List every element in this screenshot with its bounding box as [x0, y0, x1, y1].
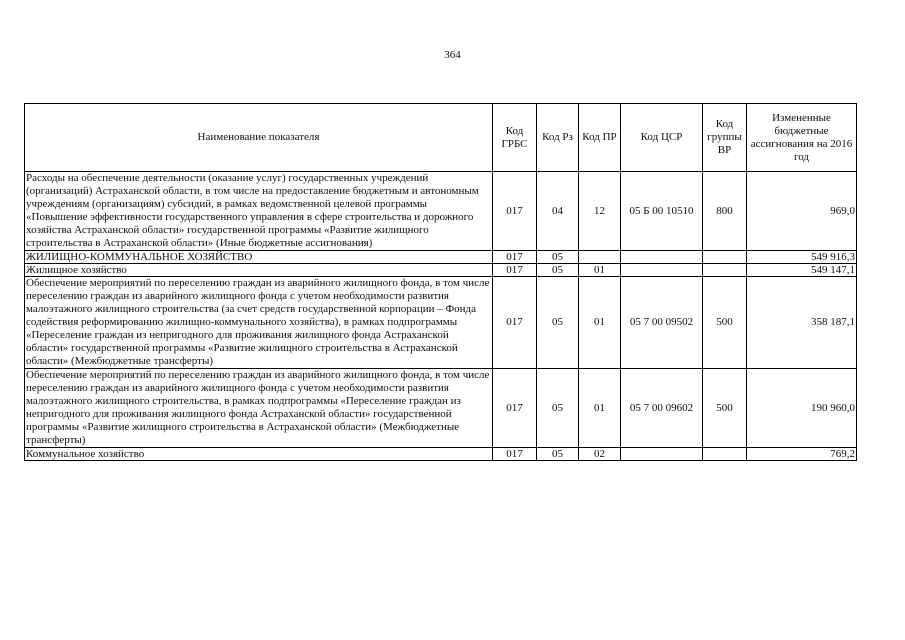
row-grbs: 017 — [493, 448, 537, 461]
row-vr: 500 — [703, 369, 747, 448]
row-grbs: 017 — [493, 251, 537, 264]
row-grbs: 017 — [493, 264, 537, 277]
row-name: Коммунальное хозяйство — [25, 448, 493, 461]
page-number: 364 — [444, 49, 461, 61]
table-row — [25, 172, 857, 251]
row-name: Жилищное хозяйство — [25, 264, 493, 277]
row-vr — [703, 448, 747, 461]
row-pr: 01 — [579, 369, 621, 448]
row-pr — [579, 251, 621, 264]
row-name: Обеспечение мероприятий по переселению граждан из аварийного жилищного фонда, в том числе переселению граждан из аварийного жилищного фонда с учетом необходимости развития малоэтажного жилищного строительства, в рамках подпрограммы «Переселение граждан из непригодного для проживания жилищного фонда Астраханской области» государственной программы «Развитие жилищного строительства в Астраханской области» (Межбюджетные трансферты) — [25, 369, 493, 448]
table-row — [25, 251, 857, 264]
row-grbs: 017 — [493, 172, 537, 251]
row-csr: 05 7 00 09502 — [621, 277, 703, 369]
budget-table — [24, 103, 857, 461]
row-pr: 01 — [579, 264, 621, 277]
header-rz: Код Рз — [537, 104, 579, 172]
header-csr: Код ЦСР — [621, 104, 703, 172]
row-pr: 12 — [579, 172, 621, 251]
header-name: Наименование показателя — [25, 104, 493, 172]
row-amount: 549 916,3 — [747, 251, 857, 264]
row-csr: 05 7 00 09602 — [621, 369, 703, 448]
row-csr: 05 Б 00 10510 — [621, 172, 703, 251]
row-vr: 800 — [703, 172, 747, 251]
row-rz: 05 — [537, 251, 579, 264]
row-grbs: 017 — [493, 369, 537, 448]
row-vr — [703, 264, 747, 277]
row-csr — [621, 251, 703, 264]
row-grbs: 017 — [493, 277, 537, 369]
row-amount: 190 960,0 — [747, 369, 857, 448]
table-header-row — [25, 104, 857, 172]
table-row — [25, 448, 857, 461]
header-vr: Код группы ВР — [703, 104, 747, 172]
row-name: Обеспечение мероприятий по переселению граждан из аварийного жилищного фонда, в том числе переселению граждан из аварийного жилищного фонда с учетом необходимости развития малоэтажного жилищного строительства (за счет средств государственной корпорации – Фонда содействия реформированию жилищно-коммунального хозяйства), в рамках подпрограммы «Переселение граждан из непригодного для проживания жилищного фонда Астраханской области» государственной программы «Развитие жилищного строительства в Астраханской области» (Межбюджетные трансферты) — [25, 277, 493, 369]
row-amount: 969,0 — [747, 172, 857, 251]
table-row — [25, 369, 857, 448]
row-pr: 02 — [579, 448, 621, 461]
row-rz: 05 — [537, 448, 579, 461]
table-row — [25, 264, 857, 277]
header-amount: Измененные бюджетные ассигнования на 2016 год — [747, 104, 857, 172]
row-rz: 05 — [537, 277, 579, 369]
row-rz: 05 — [537, 369, 579, 448]
row-amount: 549 147,1 — [747, 264, 857, 277]
header-grbs: Код ГРБС — [493, 104, 537, 172]
row-vr: 500 — [703, 277, 747, 369]
row-rz: 04 — [537, 172, 579, 251]
row-amount: 358 187,1 — [747, 277, 857, 369]
table-row — [25, 277, 857, 369]
row-name: ЖИЛИЩНО-КОММУНАЛЬНОЕ ХОЗЯЙСТВО — [25, 251, 493, 264]
row-csr — [621, 448, 703, 461]
row-pr: 01 — [579, 277, 621, 369]
header-pr: Код ПР — [579, 104, 621, 172]
row-vr — [703, 251, 747, 264]
row-amount: 769,2 — [747, 448, 857, 461]
row-csr — [621, 264, 703, 277]
row-name: Расходы на обеспечение деятельности (оказание услуг) государственных учреждений (организаций) Астраханской области, в том числе на предоставление бюджетным и автономным учреждениям (организациям) субсидий, в рамках ведомственной целевой программы «Повышение эффективности государственного управления в сфере строительства и дорожного хозяйства Астраханской области» государственной программы «Развитие жилищного строительства в Астраханской области» (Иные бюджетные ассигнования) — [25, 172, 493, 251]
row-rz: 05 — [537, 264, 579, 277]
